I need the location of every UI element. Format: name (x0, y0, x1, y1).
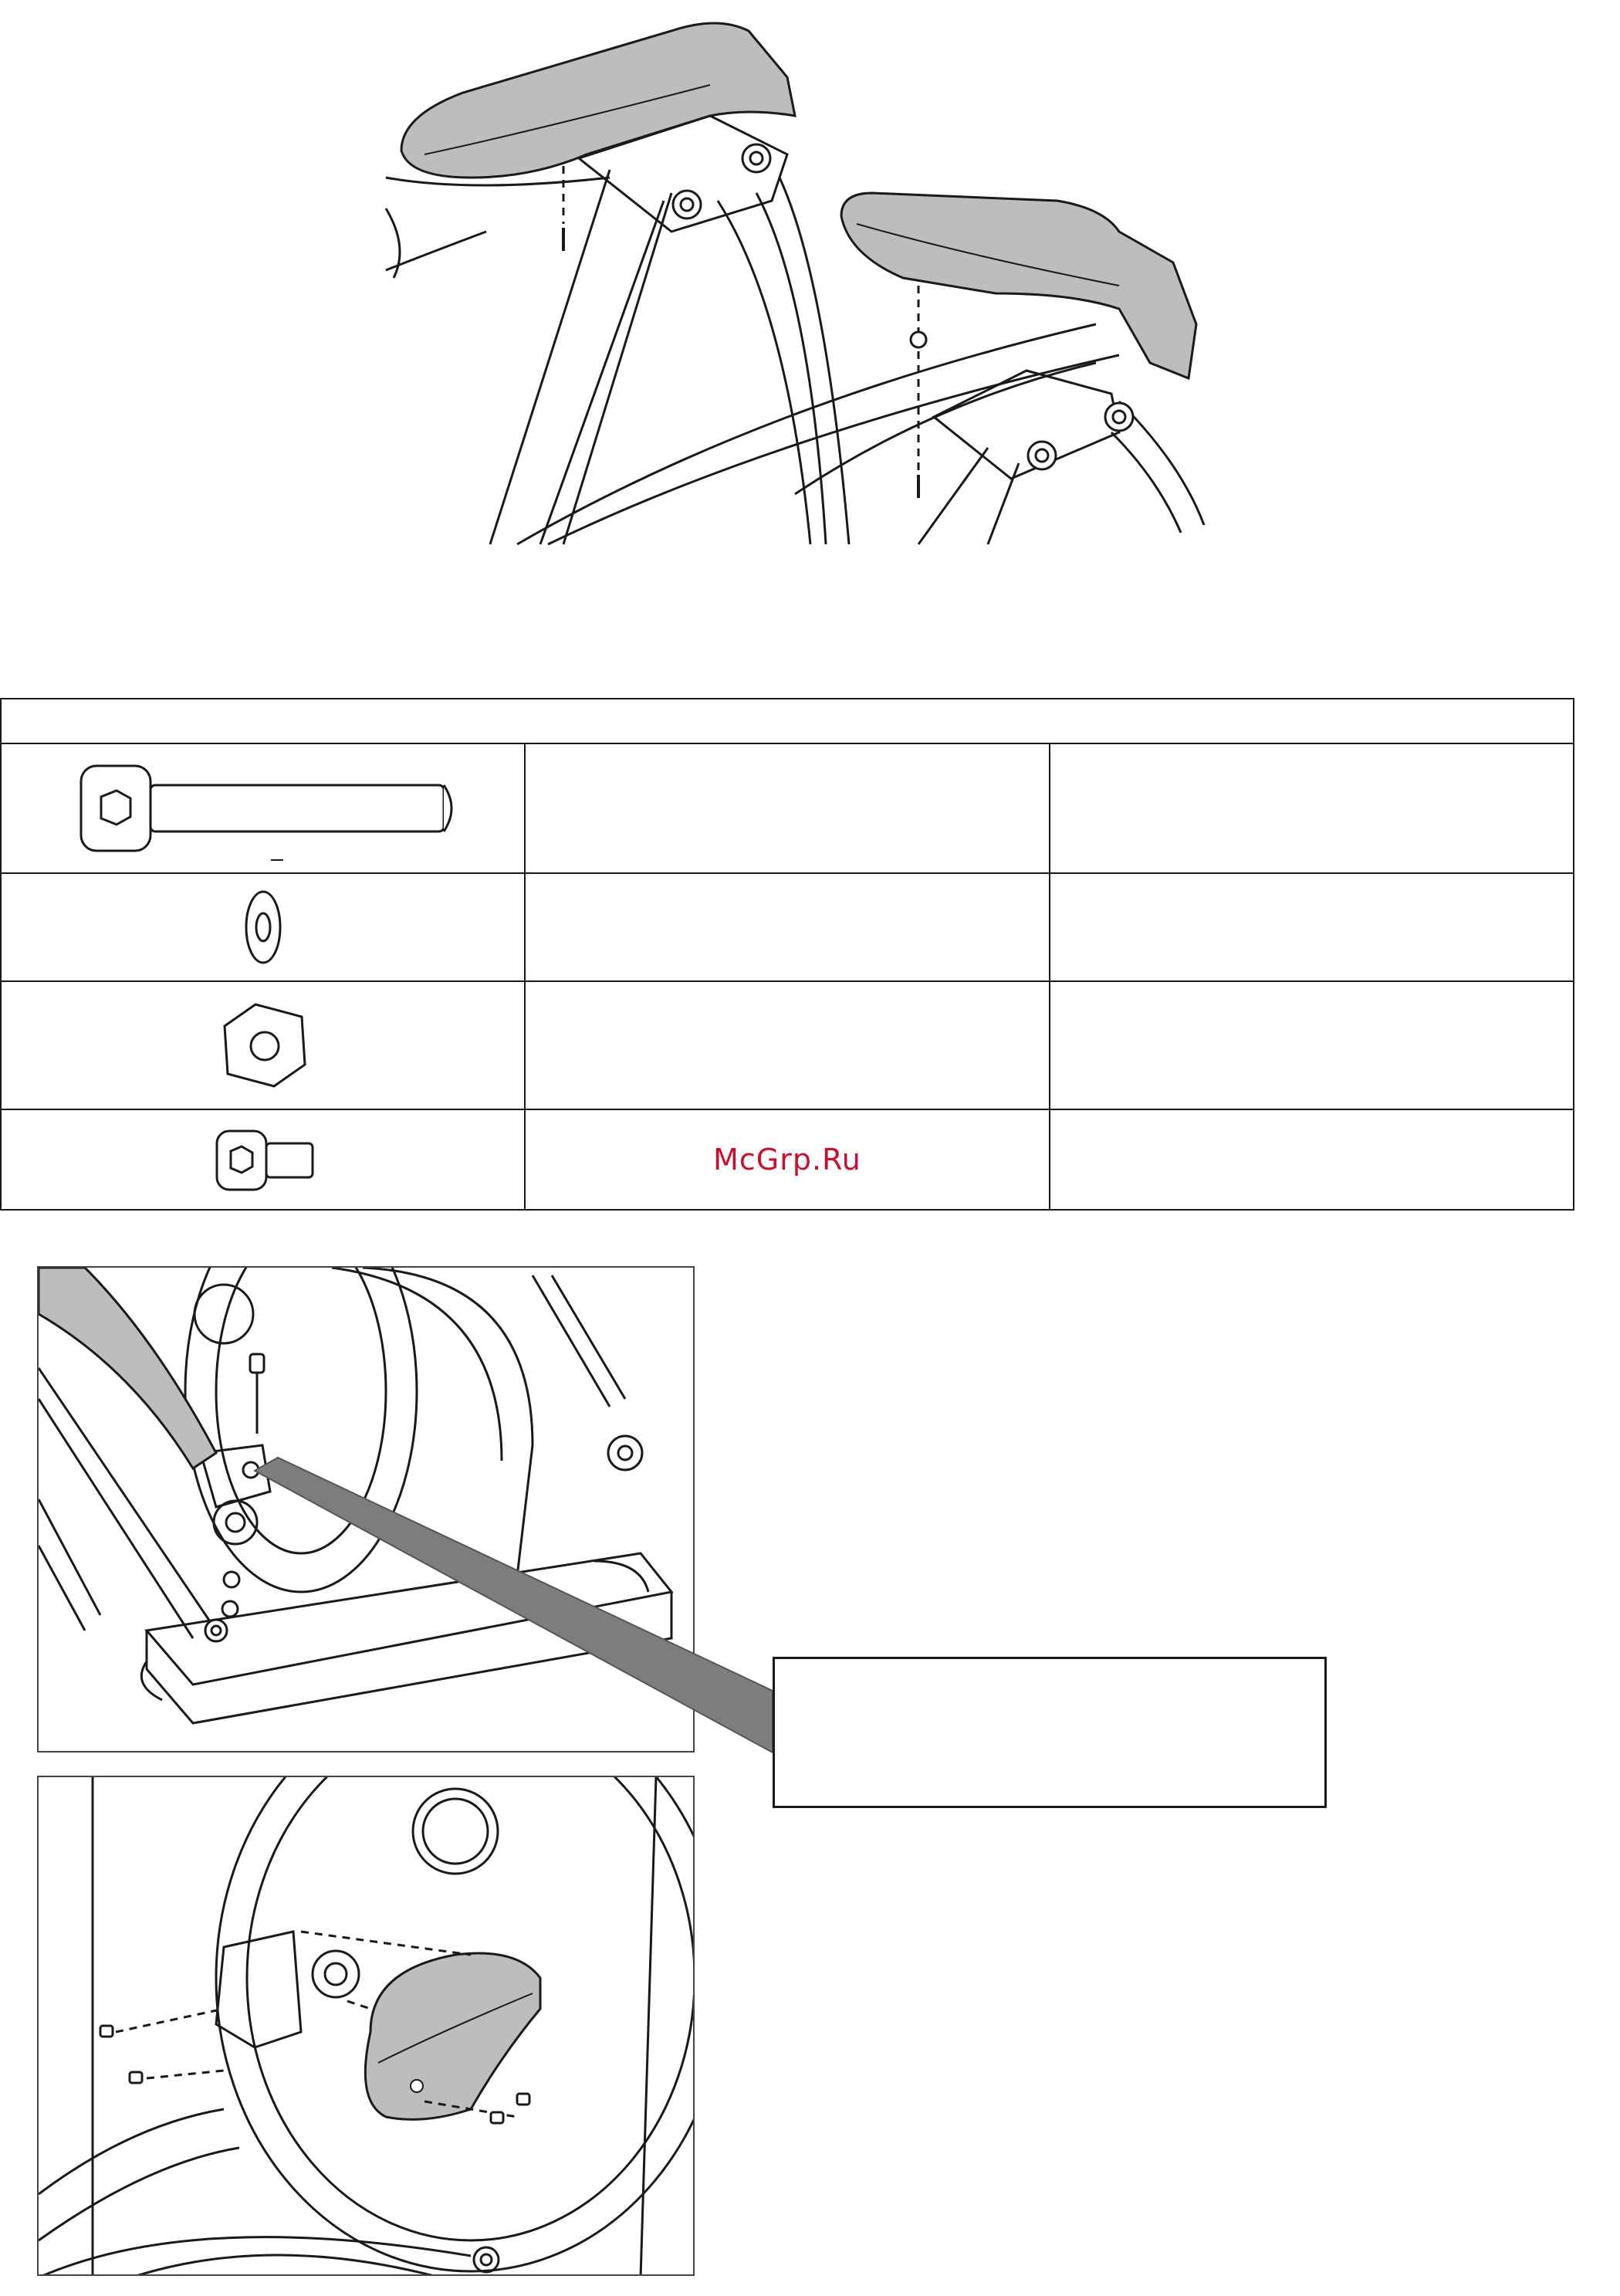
parts-table-header-row (1, 699, 1574, 743)
parts-table (0, 698, 1574, 1211)
linkage-bolt-diagram (37, 1266, 695, 1752)
part-qty-cell (1050, 743, 1574, 873)
table-row (1, 873, 1574, 981)
table-row (1, 743, 1574, 873)
part-qty-cell (1050, 873, 1574, 981)
callout-box (773, 1657, 1327, 1808)
part-image-cell (1, 1109, 525, 1210)
part-desc-cell (525, 873, 1049, 981)
parts-table-header-cell (1, 699, 1574, 743)
hex-nut-icon (209, 995, 317, 1096)
short-hex-bolt-icon (186, 1117, 340, 1202)
long-hex-bolt-icon (47, 750, 479, 866)
table-row (1, 981, 1574, 1109)
part-desc-cell (525, 743, 1049, 873)
part-image-cell (1, 981, 525, 1109)
handlebar-assembly-diagram (378, 0, 1212, 556)
part-image-cell (1, 743, 525, 873)
part-image-cell (1, 873, 525, 981)
washer-icon (232, 881, 294, 974)
part-qty-cell (1050, 981, 1574, 1109)
table-row (1, 1109, 1574, 1210)
part-qty-cell (1050, 1109, 1574, 1210)
watermark-text: McGrp.Ru (525, 1109, 1049, 1210)
crank-cover-diagram (37, 1776, 695, 2276)
part-desc-cell (525, 981, 1049, 1109)
